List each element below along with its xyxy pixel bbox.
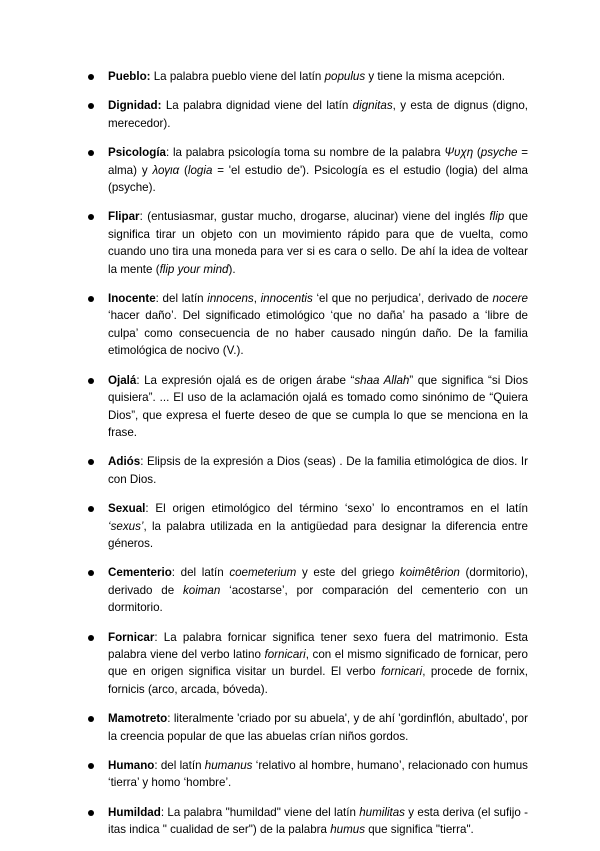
list-item (88, 757, 528, 792)
entry-italic-text: nocere (492, 292, 528, 306)
list-item (88, 453, 528, 488)
list-item (88, 290, 528, 360)
bullet-icon (88, 570, 94, 576)
list-item (88, 372, 528, 442)
entry-italic-text: coemeterium (229, 566, 297, 580)
entry-text: : La palabra fornicar significa tener sexo fuera del matrimonio. Esta palabra viene del verbo latino (108, 630, 528, 661)
entry-term: Humano (108, 759, 155, 772)
bullet-icon (88, 459, 94, 465)
list-item (88, 629, 528, 699)
entry-italic-text: psyche (480, 146, 518, 160)
entry-text: La palabra pueblo viene del latín (150, 70, 325, 83)
entry-term: Inocente (108, 292, 156, 306)
bullet-icon (88, 296, 94, 302)
bullet-icon (88, 214, 94, 220)
entry-italic-text: flip your mind (159, 262, 229, 276)
bullet-icon (88, 150, 94, 156)
entry-text: y esta deriva (el sufijo -itas indica " cualidad de ser") de la palabra (108, 805, 528, 837)
entry-italic-text: humilitas (359, 805, 405, 819)
entry-term: Adiós (108, 455, 141, 469)
entry-term: Pueblo: (108, 70, 151, 83)
entry-text: : del latín (155, 292, 208, 306)
entry-text: ‘acostarse’, por comparación del cementerio con un dormitorio. (108, 583, 529, 615)
entry-term: Flipar (108, 210, 140, 224)
entry-italic-text: dignitas (352, 99, 393, 113)
entry-text: ‘el que no perjudica’, derivado de (312, 292, 493, 306)
entry-text: que significa "tierra". (365, 823, 474, 837)
entry-term: Sexual (108, 502, 146, 516)
list-item (88, 68, 528, 85)
entry-text: : El origen etimológico del término ‘sexo’ lo encontramos en el latín (145, 502, 528, 516)
entry-text: : La expresión ojalá es de origen árabe “ (136, 373, 355, 387)
entry-italic-text: shaa Allah (354, 373, 410, 387)
entry-italic-text: flip (489, 210, 505, 224)
entry-term: Fornicar (108, 630, 155, 644)
entry-italic-text: λογια (152, 163, 180, 177)
bullet-icon (88, 506, 94, 512)
etymology-list (88, 68, 528, 851)
entry-italic-text: fornicari (264, 647, 306, 661)
entry-text: ). (228, 262, 236, 276)
entry-text: ” que significa “si Dios quisiera”. ... El uso de la aclamación ojalá es tomado como sinónimo de “Quiera Dios”, que expresa el fuerte deseo de que se cumpla lo que se menciona en la frase. (108, 373, 528, 439)
entry-text: : del latín (154, 759, 205, 772)
entry-text: : literalmente 'criado por su abuela', y de ahí 'gordinflón, abultado', por la creencia popular de que las abuelas crían niños gordos. (108, 712, 528, 743)
entry-text: ‘hacer daño’. Del significado etimológico ‘que no daña’ ha pasado a ‘libre de culpa’ como consecuencia de no haber causado ningún daño. De la familia etimológica de nocivo (V.). (108, 309, 528, 358)
entry-text: , (253, 292, 261, 306)
entry-italic-text: innocens (207, 292, 254, 306)
list-item (88, 500, 528, 552)
entry-italic-text: humanus (204, 759, 253, 772)
bullet-icon (88, 635, 94, 641)
entry-text: = 'el estudio de'). Psicología es el estudio (logia) del alma (psyche). (108, 163, 528, 195)
entry-text: , y esta de dignus (digno, merecedor). (108, 99, 529, 130)
entry-term: Humildad (108, 805, 161, 819)
entry-term: Mamotreto (108, 712, 168, 726)
entry-italic-text: humus (330, 823, 366, 837)
bullet-icon (88, 74, 94, 80)
bullet-icon (88, 763, 94, 769)
entry-text: : La palabra "humildad" viene del latín (160, 805, 360, 819)
list-item (88, 710, 528, 745)
list-item (88, 804, 528, 839)
list-item (88, 564, 528, 616)
bullet-icon (88, 810, 94, 816)
entry-text: , con el mismo significado de fornicar, pero que en origen significa visitar un burdel. El verbo (108, 647, 528, 679)
list-item (88, 208, 528, 278)
entry-italic-text: koimêtêrion (399, 566, 460, 580)
bullet-icon (88, 378, 94, 384)
entry-text: : la palabra psicología toma su nombre de la palabra (166, 146, 445, 160)
entry-italic-text: innocentis (260, 292, 313, 306)
entry-italic-text: koiman (182, 583, 221, 597)
entry-text: ( (473, 146, 481, 160)
entry-italic-text: fornicari (380, 665, 423, 679)
entry-text: y este del griego (296, 566, 400, 580)
bullet-icon (88, 103, 94, 109)
bullet-icon (88, 716, 94, 722)
entry-italic-text: logia (187, 163, 213, 177)
list-item (88, 144, 528, 196)
entry-text: (dormitorio), derivado de (108, 566, 528, 597)
list-item (88, 97, 528, 132)
entry-italic-text: ‘sexus’ (108, 519, 144, 533)
entry-italic-text: populus (324, 70, 366, 83)
entry-text: ‘relativo al hombre, humano’, relacionado con humus ‘tierra’ y homo ‘hombre’. (108, 759, 528, 790)
entry-italic-text: Ψυχη (444, 146, 474, 160)
entry-text: : Elipsis de la expresión a Dios (seas) . De la familia etimológica de dios. Ir con Dios. (108, 455, 528, 486)
entry-text: ( (179, 163, 188, 177)
entry-term: Cementerio (108, 566, 172, 580)
entry-term: Dignidad: (108, 99, 162, 113)
entry-term: Ojalá (108, 373, 137, 387)
entry-text: , procede de fornix, fornicis (arco, arcada, bóveda). (108, 665, 529, 696)
entry-text: : del latín (171, 566, 230, 580)
entry-term: Psicología (108, 146, 166, 160)
entry-text: La palabra dignidad viene del latín (161, 99, 353, 113)
entry-text: que significa tirar un objeto con un movimiento rápido para que de vuelta, como cuando uno tira una moneda para ver si es cara o sello. De ahí la idea de voltear la mente ( (108, 210, 528, 276)
entry-text: y tiene la misma acepción. (365, 70, 506, 83)
entry-text: = alma) y (108, 146, 528, 177)
entry-text: , la palabra utilizada en la antigüedad para designar la diferencia entre géneros. (108, 519, 528, 550)
entry-text: : (entusiasmar, gustar mucho, drogarse, alucinar) viene del inglés (139, 210, 490, 224)
